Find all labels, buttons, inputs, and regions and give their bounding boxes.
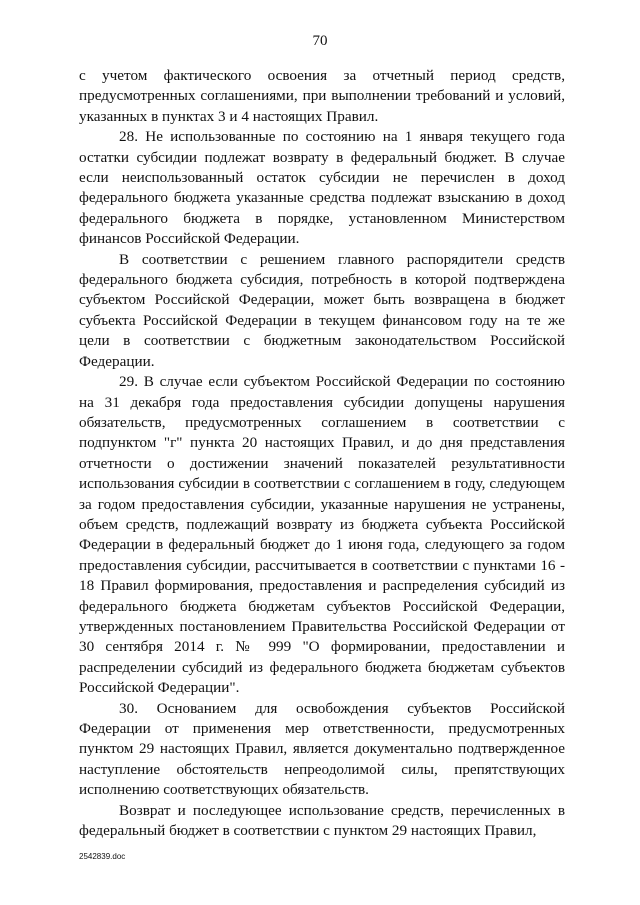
paragraph-28: 28. Не использованные по состоянию на 1 января текущего года остатки субсидии подлежат возврату в федеральный бюджет. В случае если неиспользованный остаток субсидии не перечислен в доход федерального бюджета указанные средства подлежат взысканию в доход федерального бюджета в порядке, установленном Министерством финансов Российской Федерации. bbox=[79, 128, 565, 248]
page-number: 70 bbox=[312, 33, 328, 49]
footer-filename: 2542839.doc bbox=[79, 852, 126, 861]
paragraph-continuation: с учетом фактического освоения за отчетный период средств, предусмотренных соглашениями, при выполнении требований и условий, указанных в пунктах 3 и 4 настоящих Правил. bbox=[79, 67, 565, 125]
document-body bbox=[79, 66, 565, 841]
paragraph-28-return: В соответствии с решением главного распорядители средств федерального бюджета субсидия, потребность в которой подтверждена субъектом Российской Федерации, может быть возвращена в бюджет субъекта Российской Федерации в текущем финансовом году на те же цели в соответствии с бюджетным законодательством Российской Федерации. bbox=[79, 250, 565, 370]
paragraph-30: 30. Основанием для освобождения субъектов Российской Федерации от применения мер ответственности, предусмотренных пунктом 29 настоящих Правил, является документально подтвержденное наступление обстоятельств непреодолимой силы, препятствующих исполнению соответствующих обязательств. bbox=[79, 699, 565, 799]
paragraph-29: 29. В случае если субъектом Российской Федерации по состоянию на 31 декабря года предоставления субсидии допущены нарушения обязательств, предусмотренных соглашением в соответствии с подпунктом "г" пункта 20 настоящих Правил, и до дня представления отчетности о достижении значений показателей результативности использования субсидии в соответствии с соглашением в году, следующем за годом предоставления субсидии, указанные нарушения не устранены, объем средств, подлежащий возврату из бюджета субъекта Российской Федерации в федеральный бюджет до 1 июня года, следующего за годом предоставления субсидии, рассчитывается в соответствии с пунктами 16 - 18 Правил формирования, предоставления и распределения субсидий из федерального бюджета бюджетам субъектов Российской Федерации, утвержденных постановлением Правительства Российской Федерации от 30 сентября 2014 г. № 999 "О формировании, предоставлении и распределении субсидий из федерального бюджета бюджетам субъектов Российской Федерации". bbox=[79, 373, 565, 697]
paragraph-30-return: Возврат и последующее использование средств, перечисленных в федеральный бюджет в соответствии с пунктом 29 настоящих Правил, bbox=[79, 801, 565, 840]
